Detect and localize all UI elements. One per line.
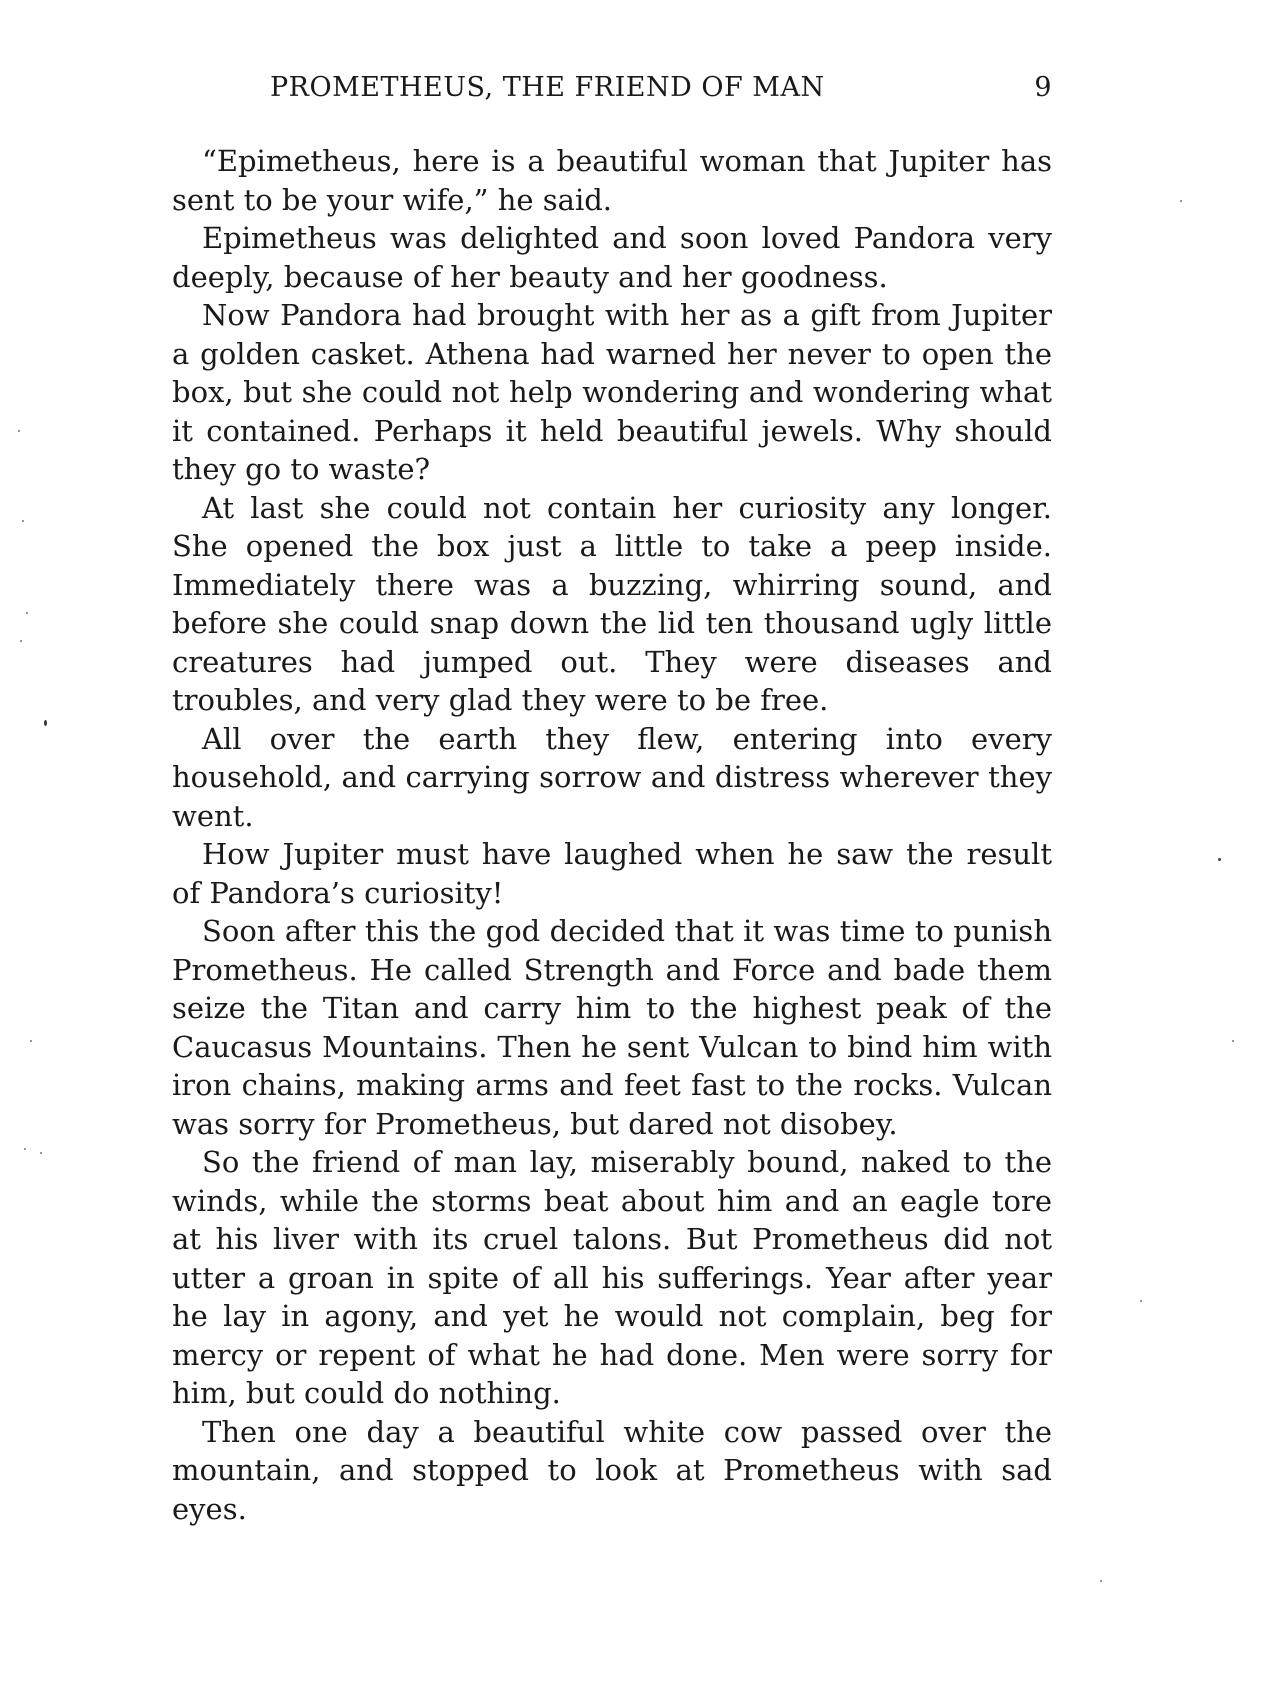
body-text <box>172 142 1052 1528</box>
paragraph: At last she could not contain her curiosity any longer. She opened the box just a little to take a peep inside. Immediately there was a buzzing, whirring sound, and before she could snap down the lid ten thousand ugly little creatures had jumped out. They were diseases and troubles, and very glad they were to be free. <box>172 490 1052 717</box>
paragraph: So the friend of man lay, miserably bound, naked to the winds, while the storms beat about him and an eagle tore at his liver with its cruel talons. But Prometheus did not utter a groan in spite of all his sufferings. Year after year he lay in agony, and yet he would not complain, beg for mercy or repent of what he had done. Men were sorry for him, but could do nothing. <box>172 1145 1052 1410</box>
running-title: PROMETHEUS, THE FRIEND OF MAN <box>270 72 825 103</box>
paragraph: Soon after this the god decided that it was time to punish Prometheus. He called Strength and Force and bade them seize the Titan and carry him to the highest peak of the Caucasus Mountains. Then he sent Vulcan to bind him with iron chains, making arms and feet fast to the rocks. Vulcan was sorry for Prometheus, but dared not disobey. <box>172 914 1052 1141</box>
paragraph: Now Pandora had brought with her as a gift from Jupiter a golden casket. Athena had warned her never to open the box, but she could not help wondering and wondering what it contained. Perhaps it held beautiful jewels. Why should they go to waste? <box>172 298 1052 486</box>
page-number: 9 <box>1034 72 1052 103</box>
paragraph: “Epimetheus, here is a beautiful woman that Jupiter has sent to be your wife,” he said. <box>172 144 1052 217</box>
running-header <box>172 72 1052 112</box>
paragraph: Epimetheus was delighted and soon loved Pandora very deeply, because of her beauty and her goodness. <box>172 221 1052 294</box>
paragraph: Then one day a beautiful white cow passed over the mountain, and stopped to look at Prometheus with sad eyes. <box>172 1414 1052 1526</box>
paragraph: How Jupiter must have laughed when he saw the result of Pandora’s curiosity! <box>172 837 1052 910</box>
paragraph: All over the earth they flew, entering into every household, and carrying sorrow and distress wherever they went. <box>172 721 1052 833</box>
